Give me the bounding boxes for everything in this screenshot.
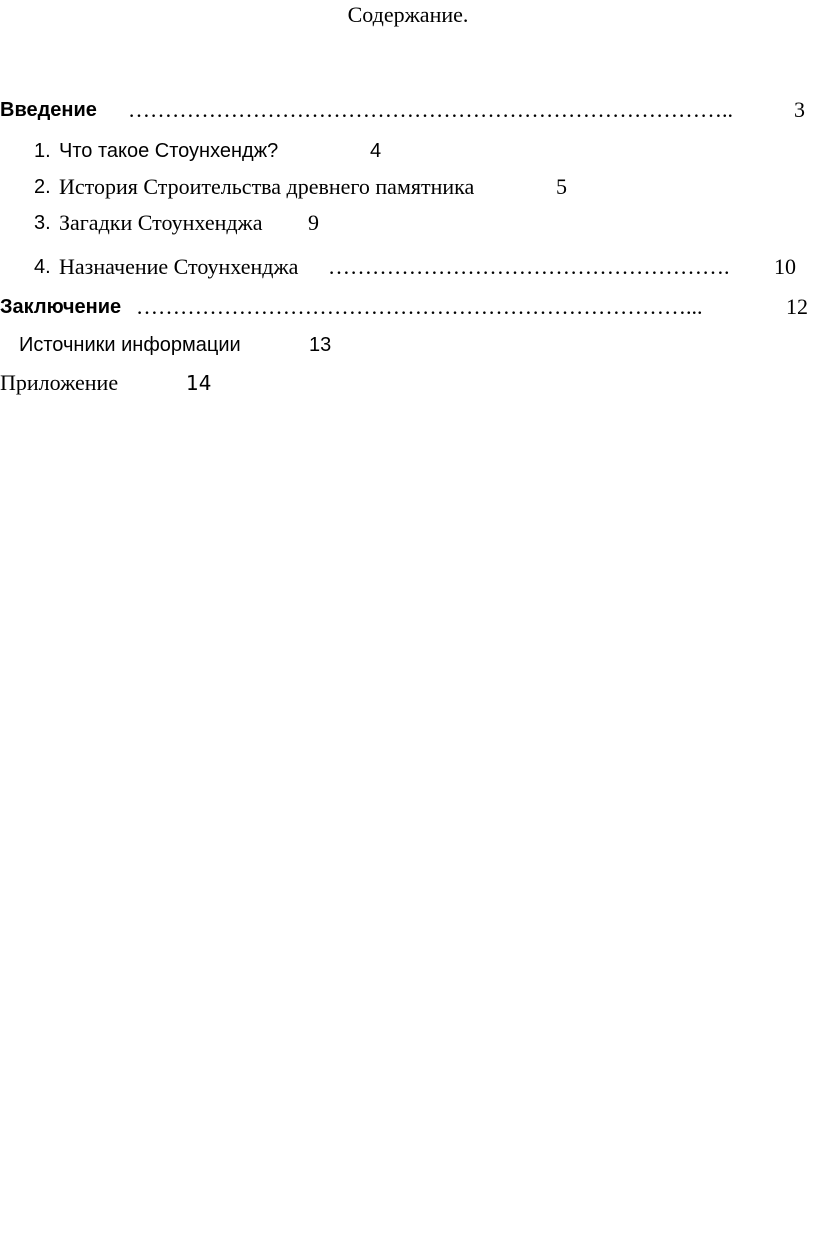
toc-item-page-number: 4: [370, 140, 382, 162]
toc-item-leader-dots: ……………………………………………….: [328, 254, 730, 279]
toc-appendix-page-number: 14: [186, 371, 212, 395]
toc-sources-page-number: 13: [309, 334, 332, 356]
toc-intro-label: Введение: [0, 99, 97, 121]
toc-sources-label: Источники информации: [19, 334, 241, 356]
toc-conclusion-leader-dots: …………………………………………………………………...: [136, 294, 703, 319]
toc-appendix-label: Приложение: [0, 370, 119, 395]
toc-conclusion-page-number: 12: [786, 294, 808, 319]
toc-item-number: 4.: [34, 256, 51, 278]
toc-item-page-number: 10: [774, 254, 796, 279]
toc-item-label: Назначение Стоунхенджа: [59, 254, 299, 279]
toc-item-number: 2.: [34, 176, 51, 198]
toc-item-label: Загадки Стоунхенджа: [59, 210, 263, 235]
toc-item-label: История Строительства древнего памятника: [59, 174, 475, 199]
toc-item-number: 3.: [34, 212, 51, 234]
toc-item-label: Что такое Стоунхендж?: [59, 140, 279, 162]
toc-item-page-number: 9: [308, 210, 319, 235]
toc-conclusion-label: Заключение: [0, 296, 122, 318]
toc-item-number: 1.: [34, 140, 51, 162]
page-title: Содержание.: [347, 2, 469, 27]
toc-intro-leader-dots: ………………………………………………………………………..: [128, 97, 733, 122]
toc-intro-page-number: 3: [794, 97, 805, 122]
toc-item-page-number: 5: [556, 174, 567, 199]
